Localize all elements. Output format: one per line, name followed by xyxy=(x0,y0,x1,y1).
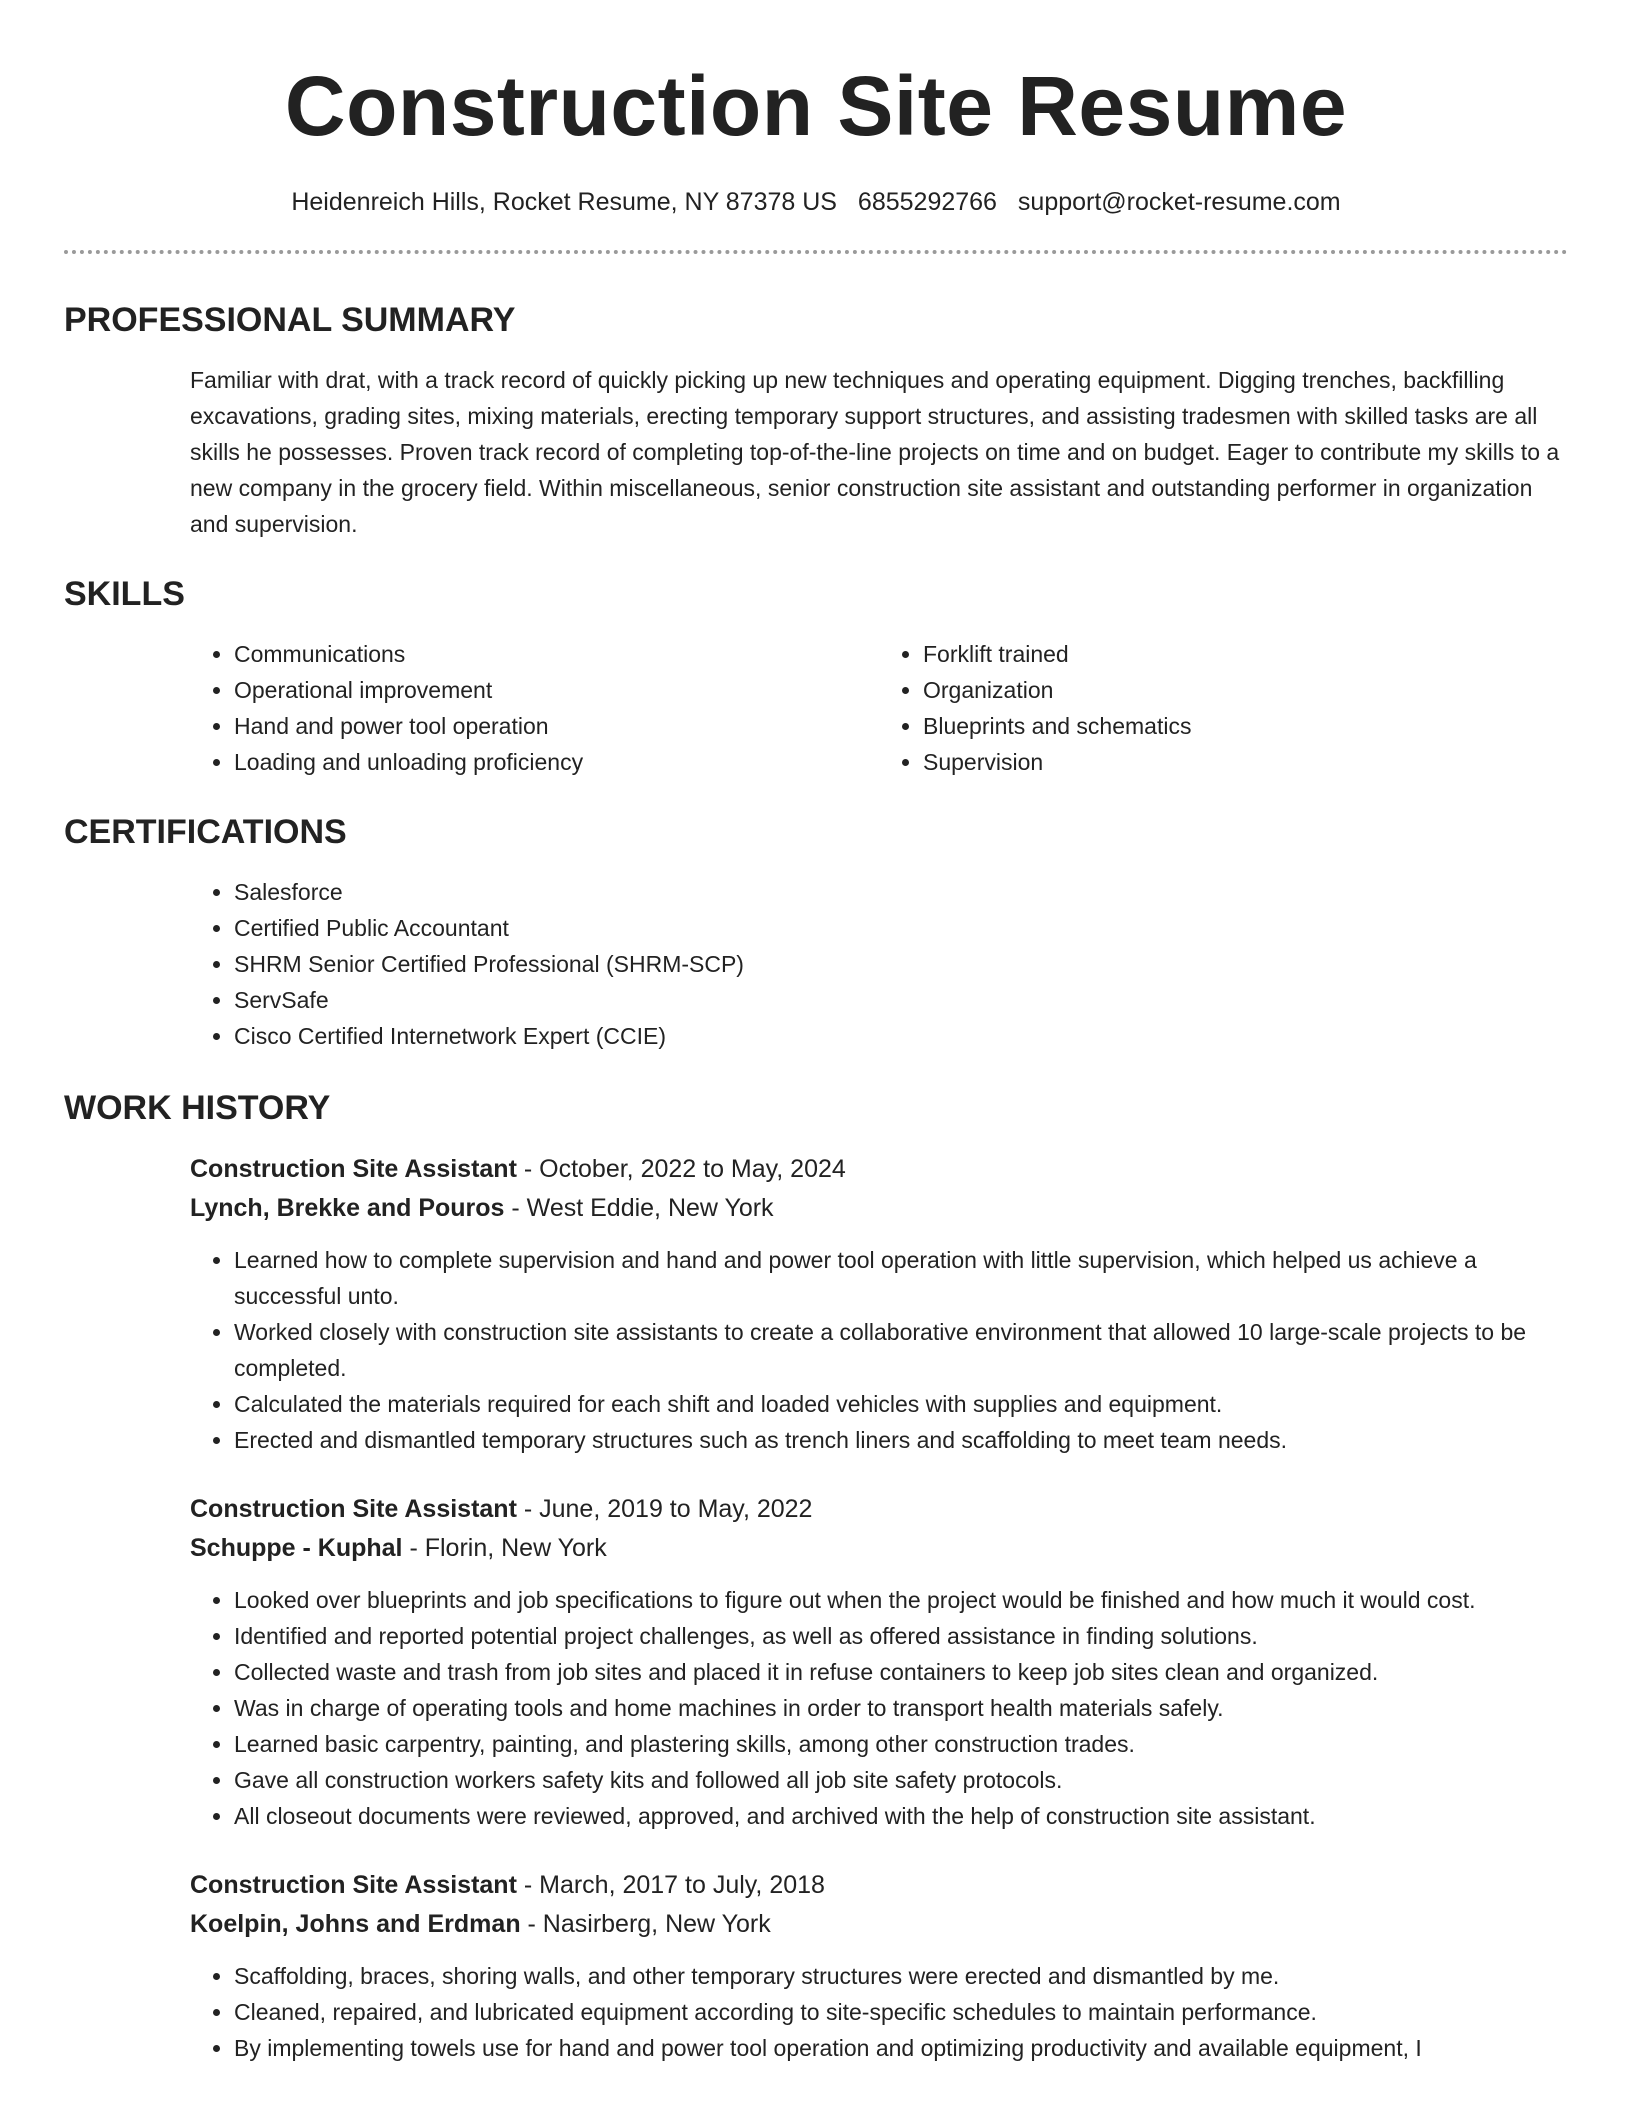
skills-heading: SKILLS xyxy=(64,575,185,613)
job-bullet: • All closeout documents were reviewed, approved, and archived with the help of construction site assistant. xyxy=(234,1798,1568,1834)
header-divider xyxy=(64,250,1568,254)
job-bullet: • Learned basic carpentry, painting, and plastering skills, among other construction trades. xyxy=(234,1726,1568,1762)
skill-item: • Operational improvement xyxy=(234,672,879,708)
job-role: Construction Site Assistant xyxy=(190,1871,517,1899)
certifications-section xyxy=(64,812,1568,1054)
job-bullet: • Looked over blueprints and job specifications to figure out when the project would be finished and how much it would cost. xyxy=(234,1582,1568,1618)
job-bullet: • Erected and dismantled temporary structures such as trench liners and scaffolding to meet team needs. xyxy=(234,1422,1568,1458)
job-bullet: • Calculated the materials required for each shift and loaded vehicles with supplies and equipment. xyxy=(234,1386,1568,1422)
job-bullet: • Cleaned, repaired, and lubricated equipment according to site-specific schedules to maintain performance. xyxy=(234,1994,1568,2030)
job-bullet: • Learned how to complete supervision and hand and power tool operation with little supervision, which helped us achieve a successful unto. xyxy=(234,1242,1568,1314)
resume-title: Construction Site Resume xyxy=(284,59,1348,153)
skill-item: • Organization xyxy=(923,672,1568,708)
summary-heading: PROFESSIONAL SUMMARY xyxy=(64,301,516,339)
job-company-line xyxy=(190,1905,1568,1944)
job-dates: - October, 2022 to May, 2024 xyxy=(516,1155,846,1183)
work-history-section xyxy=(64,1088,1568,2066)
job-title-line xyxy=(190,1150,1568,1189)
job-company-line xyxy=(190,1189,1568,1228)
skill-item: • Hand and power tool operation xyxy=(234,708,879,744)
skills-grid xyxy=(190,636,1568,780)
skill-item: • Communications xyxy=(234,636,879,672)
certification-item: • Cisco Certified Internetwork Expert (CCIE) xyxy=(234,1018,1568,1054)
job-bullet: • Was in charge of operating tools and home machines in order to transport health materials safely. xyxy=(234,1690,1568,1726)
job-bullet: • Scaffolding, braces, shoring walls, and other temporary structures were erected and dismantled by me. xyxy=(234,1958,1568,1994)
contact-line xyxy=(64,186,1568,218)
job-location: - West Eddie, New York xyxy=(504,1194,774,1222)
work-history-heading: WORK HISTORY xyxy=(64,1089,331,1127)
certification-item: • Salesforce xyxy=(234,874,1568,910)
job-company-line xyxy=(190,1529,1568,1568)
skills-section xyxy=(64,574,1568,780)
job-company: Lynch, Brekke and Pouros xyxy=(190,1194,505,1222)
skills-list-left xyxy=(190,636,879,780)
job-bullets xyxy=(190,1958,1568,2066)
certification-item: • SHRM Senior Certified Professional (SHRM-SCP) xyxy=(234,946,1568,982)
skill-item: • Loading and unloading proficiency xyxy=(234,744,879,780)
job-company: Koelpin, Johns and Erdman xyxy=(190,1910,521,1938)
skill-item: • Forklift trained xyxy=(923,636,1568,672)
job-location: - Nasirberg, New York xyxy=(520,1910,771,1938)
resume-page xyxy=(64,0,1568,262)
skills-list-right xyxy=(879,636,1568,780)
certification-item: • ServSafe xyxy=(234,982,1568,1018)
job-bullet: • Identified and reported potential project challenges, as well as offered assistance in finding solutions. xyxy=(234,1618,1568,1654)
phone-text: 6855292766 xyxy=(857,188,997,216)
job-title-line xyxy=(190,1866,1568,1905)
job-bullets xyxy=(190,1582,1568,1834)
job-title-line xyxy=(190,1490,1568,1529)
certifications-list xyxy=(190,874,1568,1054)
job-bullet: • Gave all construction workers safety kits and followed all job site safety protocols. xyxy=(234,1762,1568,1798)
job-company: Schuppe - Kuphal xyxy=(190,1534,403,1562)
certification-item: • Certified Public Accountant xyxy=(234,910,1568,946)
skill-item: • Supervision xyxy=(923,744,1568,780)
skill-item: • Blueprints and schematics xyxy=(923,708,1568,744)
job-dates: - March, 2017 to July, 2018 xyxy=(516,1871,825,1899)
job-bullets xyxy=(190,1242,1568,1458)
certifications-heading: CERTIFICATIONS xyxy=(64,813,347,851)
email-link[interactable]: support@rocket-resume.com xyxy=(1017,188,1341,216)
summary-paragraph: Familiar with drat, with a track record of quickly picking up new techniques and operating equipment. Digging trenches, backfilling excavations, grading sites, mixing materials, erecting temporary support structures, and assisting tradesmen with skilled tasks are all skills he possesses. Proven track record of completing top-of-the-line projects on time and on budget. Eager to contribute my skills to a new company in the grocery field. Within miscellaneous, senior construction site assistant and outstanding performer in organization and supervision. xyxy=(190,367,1560,537)
job-bullet: • Worked closely with construction site assistants to create a collaborative environment that allowed 10 large-scale projects to be completed. xyxy=(234,1314,1568,1386)
job-dates: - June, 2019 to May, 2022 xyxy=(516,1495,813,1523)
job-role: Construction Site Assistant xyxy=(190,1495,517,1523)
job-bullet: • Collected waste and trash from job sites and placed it in refuse containers to keep job sites clean and organized. xyxy=(234,1654,1568,1690)
job-entry xyxy=(190,1490,1568,1834)
job-entry xyxy=(190,1866,1568,2066)
job-location: - Florin, New York xyxy=(402,1534,607,1562)
summary-section xyxy=(64,300,1568,542)
job-entry xyxy=(190,1150,1568,1458)
job-bullet: • By implementing towels use for hand and power tool operation and optimizing productivity and available equipment, I xyxy=(234,2030,1568,2066)
address-text: Heidenreich Hills, Rocket Resume, NY 87378 US xyxy=(291,188,837,216)
job-role: Construction Site Assistant xyxy=(190,1155,517,1183)
